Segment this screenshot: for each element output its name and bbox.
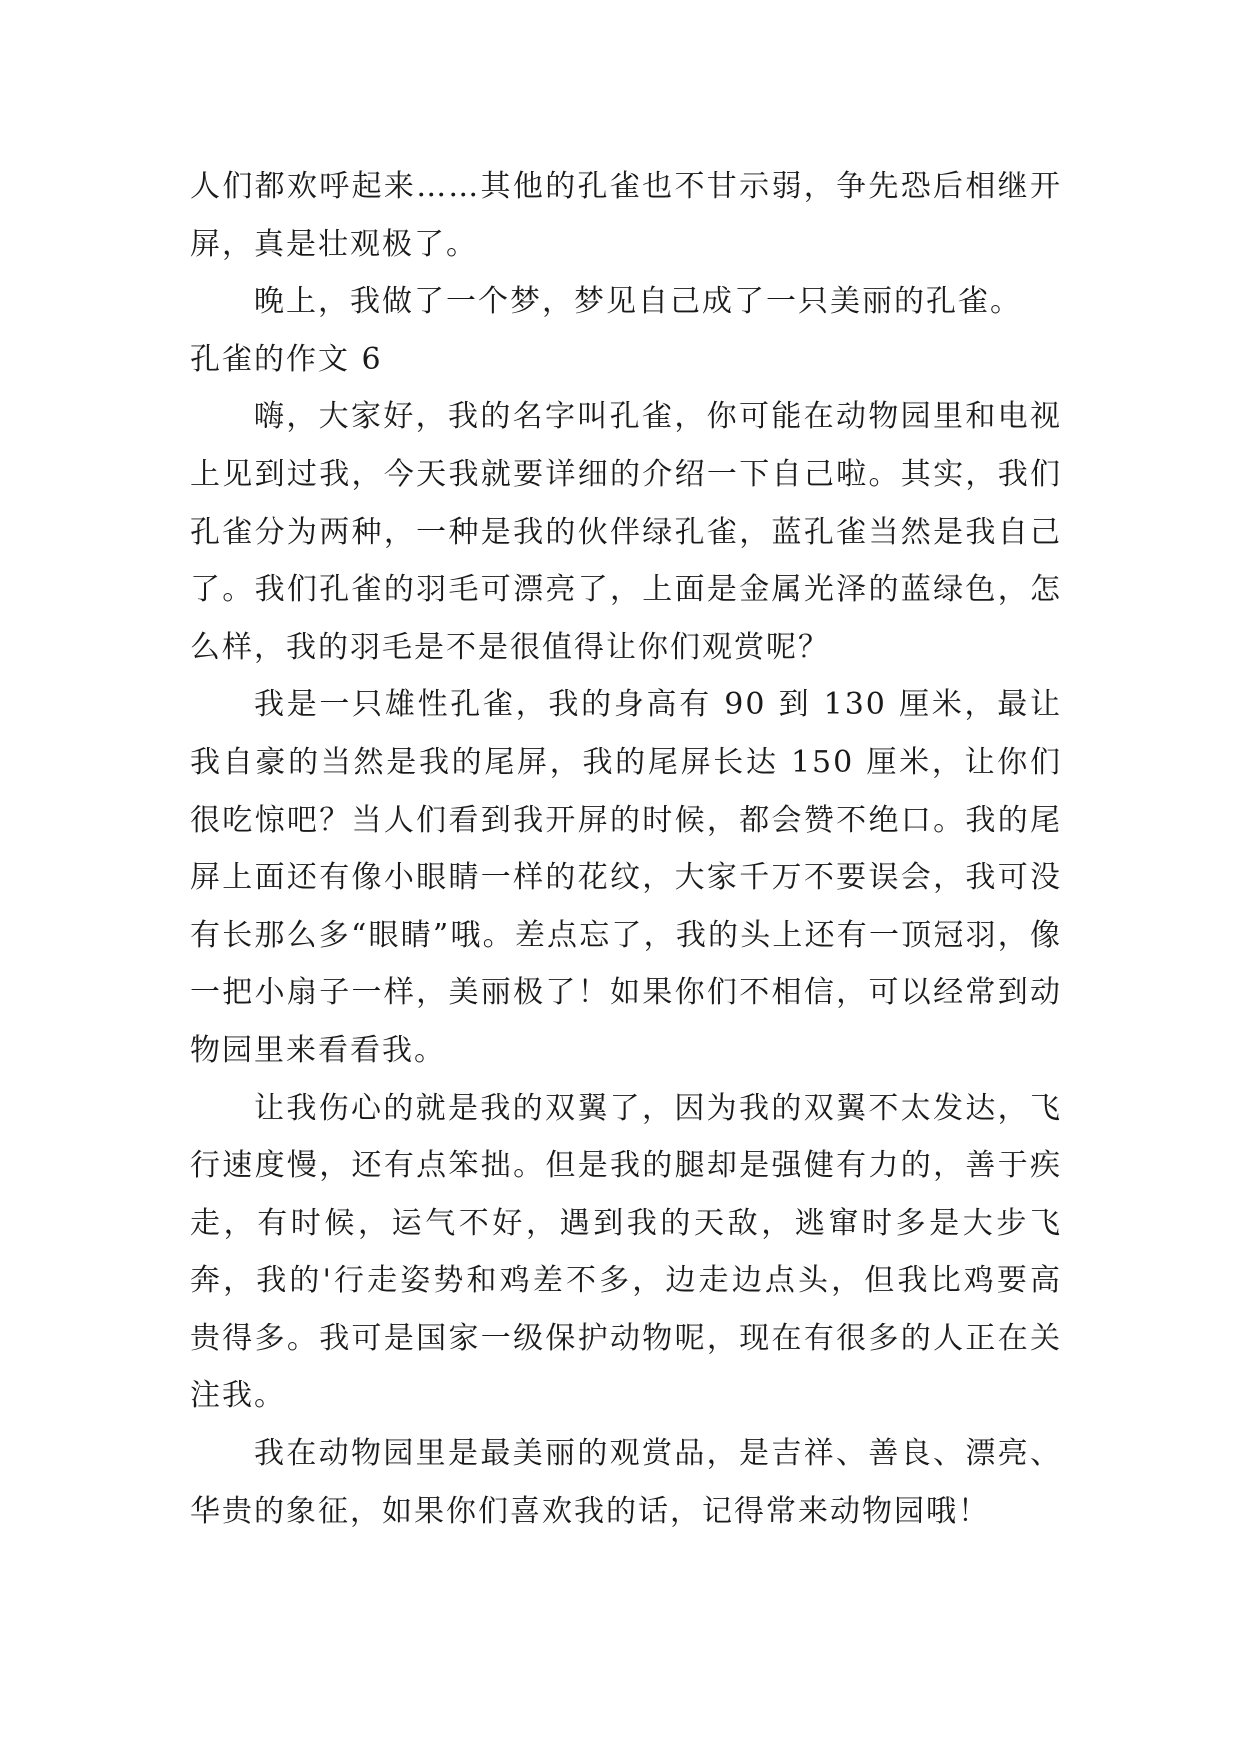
intro-paragraph: 嗨，大家好，我的名字叫孔雀，你可能在动物园里和电视上见到过我，今天我就要详细的介绍一下自己啦。其实，我们孔雀分为两种，一种是我的伙伴绿孔雀，蓝孔雀当然是我自己了。我们孔雀的羽毛可漂亮了，上面是金属光泽的蓝绿色，怎么样，我的羽毛是不是很值得让你们观赏呢？ [190,399,1062,665]
appearance-paragraph: 我是一只雄性孔雀，我的身高有 90 到 130 厘米，最让我自豪的当然是我的尾屏，我的尾屏长达 150 厘米，让你们很吃惊吧？当人们看到我开屏的时候，都会赞不绝口。我的尾屏上面还有像小眼睛一样的花纹，大家千万不要误会，我可没有长那么多“眼睛”哦。差点忘了，我的头上还有一顶冠羽，像一把小扇子一样，美丽极了！如果你们不相信，可以经常到动物园里来看看我。 [190,687,1062,1068]
continued-paragraph: 人们都欢呼起来……其他的孔雀也不甘示弱，争先恐后相继开屏，真是壮观极了。 [190,169,1062,262]
closing-paragraph: 我在动物园里是最美丽的观赏品，是吉祥、善良、漂亮、华贵的象征，如果你们喜欢我的话，记得常来动物园哦！ [190,1436,1062,1529]
wings-paragraph: 让我伤心的就是我的双翼了，因为我的双翼不太发达，飞行速度慢，还有点笨拙。但是我的腿却是强健有力的，善于疾走，有时候，运气不好，遇到我的天敌，逃窜时多是大步飞奔，我的'行走姿势和鸡差不多，边走边点头，但我比鸡要高贵得多。我可是国家一级保护动物呢，现在有很多的人正在关注我。 [190,1090,1062,1414]
document-body [190,158,1062,1540]
dream-paragraph: 晚上，我做了一个梦，梦见自己成了一只美丽的孔雀。 [254,284,1022,320]
section-title: 孔雀的作文 6 [190,341,383,377]
